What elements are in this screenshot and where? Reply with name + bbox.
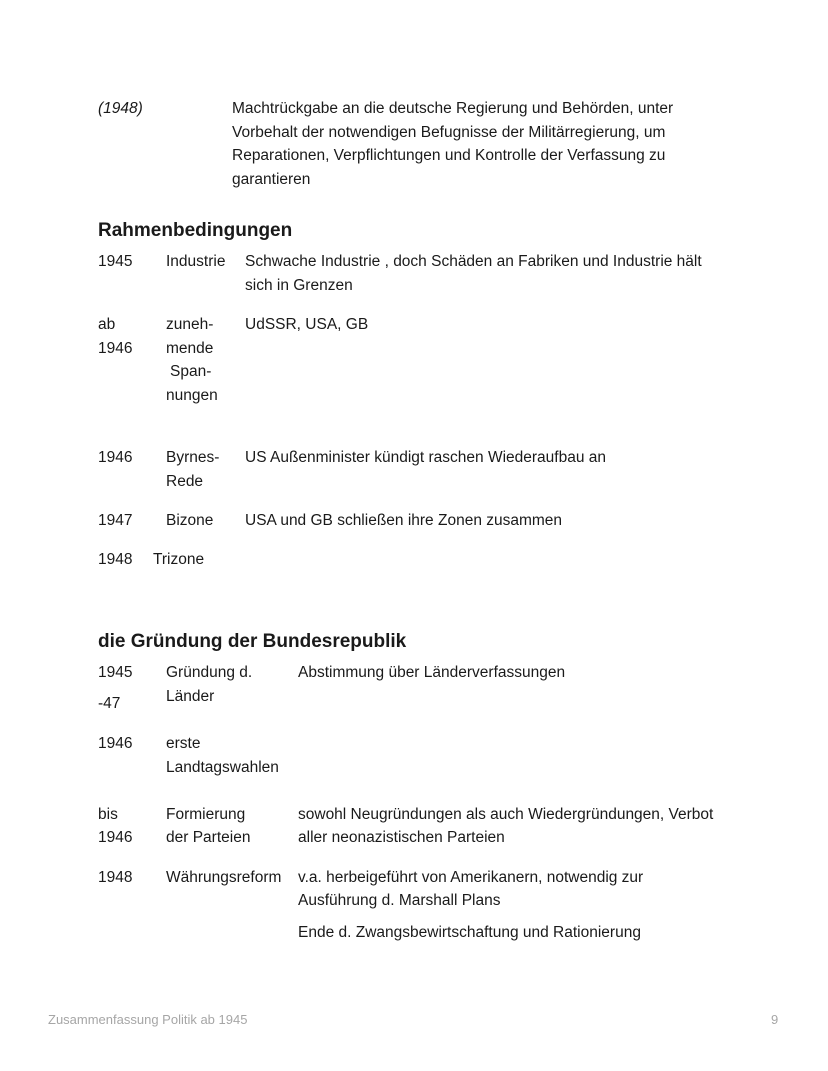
row-description: Schwache Industrie , doch Schäden an Fabriken und Industrie hält sich in Grenzen: [245, 253, 702, 294]
row-year: 1946: [98, 829, 133, 846]
intro-text: Machtrückgabe an die deutsche Regierung und Behörden, unter Vorbehalt der notwendigen Befugnisse der Militärregierung, um Reparationen, Verpflichtungen und Kontrolle der Verfassung zu garantieren: [232, 100, 674, 188]
row-topic: Byrnes-: [166, 449, 220, 466]
section-heading-gruendung: die Gründung der Bundesrepublik: [98, 631, 407, 652]
row-year: 1948: [98, 551, 133, 568]
row-year: 1946: [98, 735, 133, 752]
row-topic: nungen: [166, 387, 218, 404]
row-year: 1946: [98, 449, 133, 466]
footer-title: Zusammenfassung Politik ab 1945: [48, 1012, 248, 1027]
intro-year: (1948): [98, 100, 143, 117]
row-topic: Gründung d.: [166, 664, 253, 681]
row-year: -47: [98, 695, 121, 712]
row-year: 1945: [98, 253, 133, 270]
section-heading-rahmenbedingungen: Rahmenbedingungen: [98, 220, 293, 241]
row-description: US Außenminister kündigt raschen Wiederaufbau an: [245, 449, 607, 466]
row-topic: Bizone: [166, 512, 214, 529]
row-description-extra: Ende d. Zwangsbewirtschaftung und Rationierung: [298, 924, 641, 941]
row-description: v.a. herbeigeführt von Amerikanern, notwendig zur: [298, 869, 644, 886]
row-topic: der Parteien: [166, 829, 251, 846]
row-topic: Trizone: [153, 551, 205, 568]
row-topic: Industrie: [166, 253, 226, 270]
row-year: ab: [98, 316, 116, 333]
row-description: USA und GB schließen ihre Zonen zusammen: [245, 512, 563, 529]
row-year: bis: [98, 806, 118, 823]
row-description: aller neonazistischen Parteien: [298, 829, 505, 846]
row-topic: Span-: [170, 363, 212, 380]
row-topic: erste: [166, 735, 201, 752]
row-topic: Formierung: [166, 806, 246, 823]
row-description: sowohl Neugründungen als auch Wiedergründungen, Verbot: [298, 806, 714, 823]
page-number: 9: [771, 1012, 779, 1027]
row-topic: Rede: [166, 473, 204, 490]
row-topic: mende: [166, 340, 214, 357]
row-topic: zuneh-: [166, 316, 214, 333]
row-year: 1946: [98, 340, 133, 357]
row-year: 1945: [98, 664, 133, 681]
row-topic: Währungsreform: [166, 869, 282, 886]
row-topic: Länder: [166, 688, 215, 705]
row-description: UdSSR, USA, GB: [245, 316, 369, 333]
row-description: Abstimmung über Länderverfassungen: [298, 664, 566, 681]
row-year: 1948: [98, 869, 133, 886]
row-topic: Landtagswahlen: [166, 759, 279, 776]
row-description: Ausführung d. Marshall Plans: [298, 892, 501, 909]
row-year: 1947: [98, 512, 133, 529]
